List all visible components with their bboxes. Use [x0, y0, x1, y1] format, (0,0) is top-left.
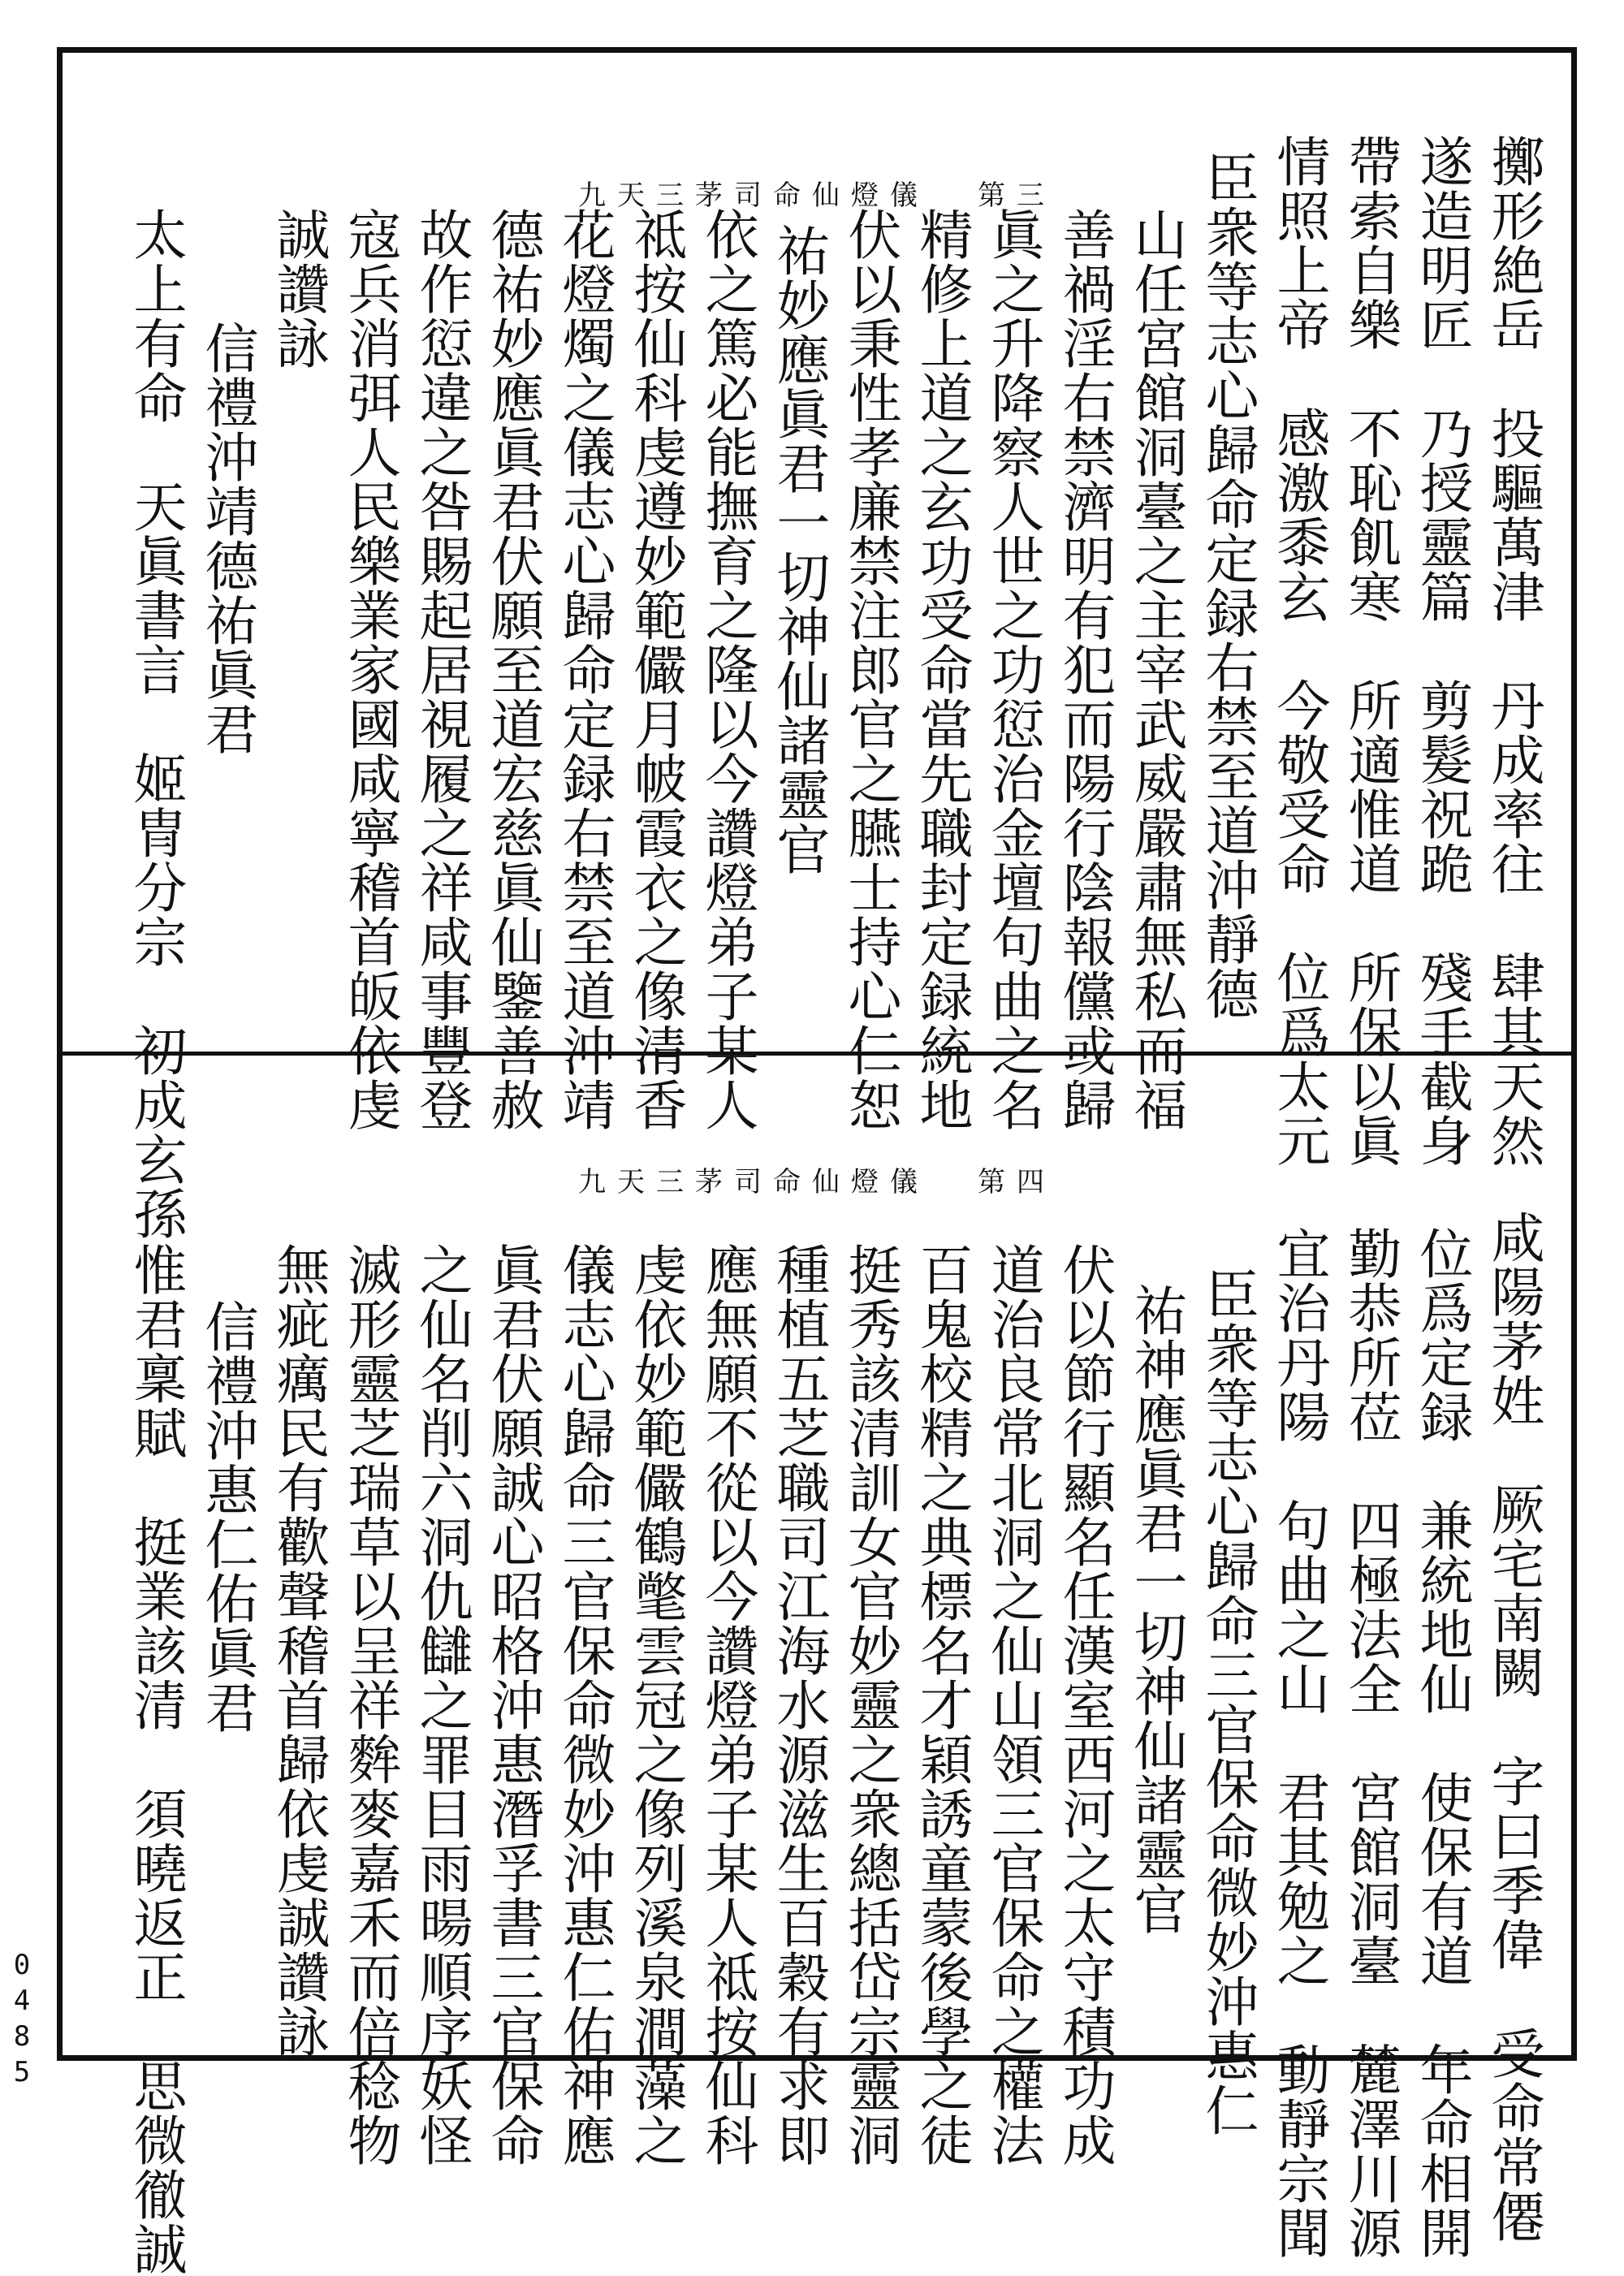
- text-column: 故作愆違之咎賜起居視履之祥咸事豐登: [410, 207, 473, 1132]
- text-column: 勤恭所莅 四極法全 宮館洞臺 麓澤川源: [1339, 1226, 1402, 2260]
- text-column: 太上有命 天眞書言 姬冑分宗 初成玄孫: [124, 207, 187, 1241]
- text-column: 寇兵消弭人民樂業家國咸寧稽首皈依虔: [339, 207, 401, 1132]
- text-column: 德祐妙應眞君伏願至道宏慈眞仙鑒善赦: [482, 207, 544, 1132]
- text-column: 祐妙應眞君一切神仙諸靈官: [767, 223, 830, 876]
- top-header-title: 九天三茅司命仙燈儀: [578, 179, 929, 212]
- text-column: 宜治丹陽 句曲之山 君其勉之 動靜宗聞: [1268, 1226, 1330, 2260]
- text-column: 情照上帝 感激黍玄 今敬受命 位爲太元: [1268, 134, 1330, 1168]
- text-column: 山任宮館洞臺之主宰武威嚴肅無私而福: [1125, 207, 1187, 1132]
- text-column: 惟君稟賦 挺業該清 須曉返正 思微徹誠: [124, 1242, 187, 2276]
- page-number: 0485: [6, 1949, 38, 2092]
- text-column: 祗按仙科虔遵妙範儼月帔霞衣之像清香: [624, 207, 687, 1132]
- text-column: 滅形靈芝瑞草以呈祥麰麥嘉禾而倍稔物: [339, 1242, 401, 2167]
- text-column: 伏以秉性孝廉禁注郎官之臙士持心仁恕: [839, 207, 901, 1132]
- text-column: 帶索自樂 不恥飢寒 所適惟道 所保以眞: [1339, 134, 1402, 1168]
- text-column: 信禮沖靖德祐眞君: [196, 321, 258, 756]
- text-column: 善禍淫右禁濟明有犯而陽行陰報儻或歸: [1053, 207, 1116, 1132]
- text-column: 精修上道之玄功受命當先職封定録統地: [910, 207, 973, 1132]
- bottom-header-page: 第四: [978, 1166, 1056, 1198]
- bottom-header-title: 九天三茅司命仙燈儀: [578, 1166, 929, 1198]
- text-column: 種植五芝職司江海水源滋生百穀有求即: [767, 1242, 830, 2167]
- text-column: 眞之升降察人世之功愆治金壇句曲之名: [982, 207, 1044, 1132]
- text-column: 之仙名削六洞仇讎之罪目雨暘順序妖怪: [410, 1242, 473, 2167]
- text-column: 虔依妙範儼鶴氅雲冠之像列溪泉澗藻之: [624, 1242, 687, 2167]
- text-column: 臣衆等志心歸命三官保命微妙沖惠仁: [1196, 1267, 1259, 2137]
- text-column: 位爲定録 兼統地仙 使保有道 年命相開: [1410, 1226, 1473, 2260]
- text-column: 眞君伏願誠心昭格沖惠潛孚書三官保命: [482, 1242, 544, 2167]
- bottom-running-header: [63, 1160, 1571, 1199]
- text-column: 擲形絶岳 投驅萬津 丹成率往 肆其天然: [1482, 134, 1544, 1168]
- text-column: 百鬼校精之典標名才穎誘童蒙後學之徒: [910, 1242, 973, 2167]
- text-column: 臣衆等志心歸命定録右禁至道沖靜德: [1196, 150, 1259, 1021]
- text-column: 誠讚詠: [267, 207, 330, 370]
- text-column: 儀志心歸命三官保命微妙沖惠仁佑神應: [553, 1242, 615, 2167]
- text-column: 祐神應眞君一切神仙諸靈官: [1125, 1283, 1187, 1936]
- top-header-page: 第三: [978, 179, 1056, 212]
- text-column: 花燈燭之儀志心歸命定録右禁至道沖靖: [553, 207, 615, 1132]
- text-column: 無疵癘民有歡聲稽首歸依虔誠讚詠: [267, 1242, 330, 2058]
- text-column: 遂造明匠 乃授靈篇 剪髮祝跪 殘手截身: [1410, 134, 1473, 1168]
- text-column: 依之篤必能撫育之隆以今讚燈弟子某人: [696, 207, 758, 1132]
- text-column: 咸陽茅姓 厥宅南闕 字曰季偉 受命常僊: [1482, 1210, 1544, 2244]
- text-column: 挺秀該清訓女官妙靈之衆總括岱宗靈洞: [839, 1242, 901, 2167]
- text-column: 伏以節行顯名任漢室西河之太守積功成: [1053, 1242, 1116, 2167]
- text-column: 道治良常北洞之仙山領三官保命之權法: [982, 1242, 1044, 2167]
- text-column: 信禮沖惠仁佑眞君: [196, 1299, 258, 1734]
- bottom-panel: [63, 1056, 1571, 2276]
- text-column: 應無願不從以今讚燈弟子某人祗按仙科: [696, 1242, 758, 2167]
